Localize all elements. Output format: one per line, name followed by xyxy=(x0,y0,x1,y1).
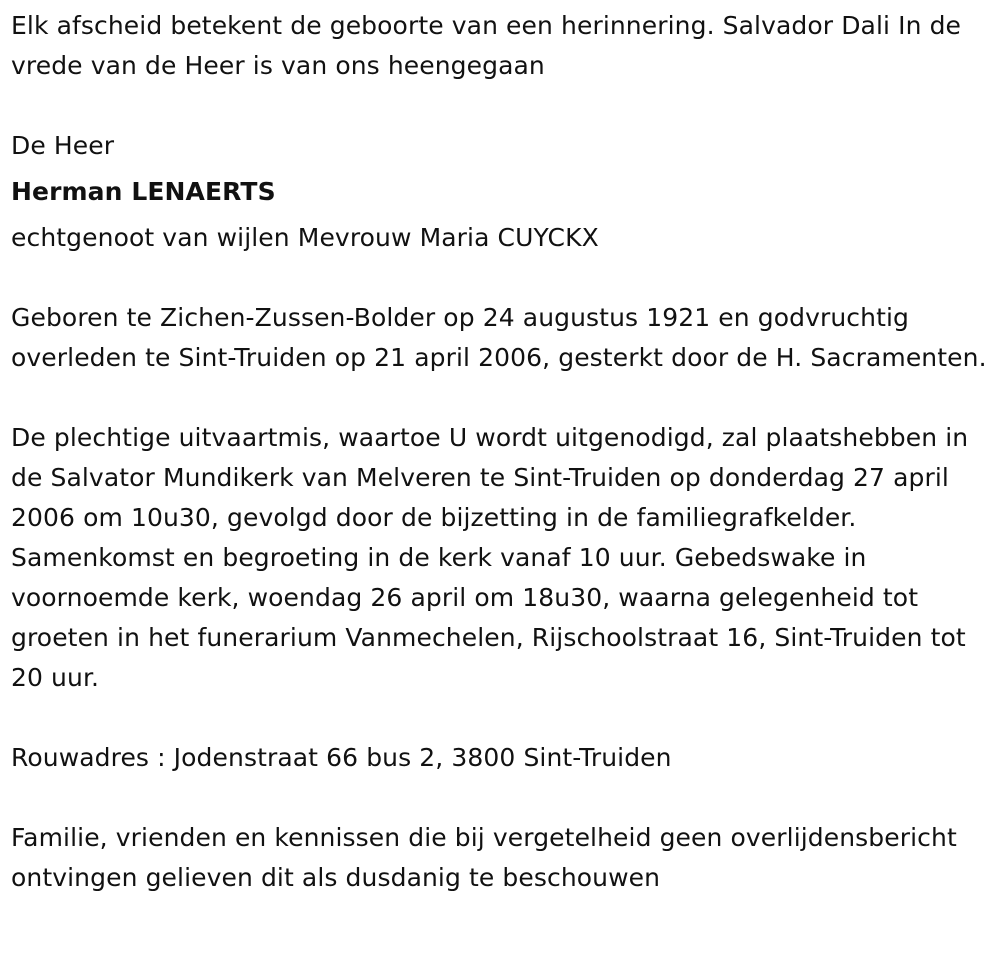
spouse-line: echtgenoot van wijlen Mevrouw Maria CUYCKX xyxy=(11,223,599,252)
mourning-address: Rouwadres : Jodenstraat 66 bus 2, 3800 Sint-Truiden xyxy=(11,743,672,772)
closing-paragraph: Familie, vrienden en kennissen die bij vergetelheid geen overlijdensbericht ontvingen gelieven dit als dusdanig te beschouwen xyxy=(11,823,957,892)
deceased-name: Herman LENAERTS xyxy=(11,177,276,206)
salutation: De Heer xyxy=(11,131,115,160)
funeral-paragraph: De plechtige uitvaartmis, waartoe U wordt uitgenodigd, zal plaatshebben in de Salvator Mundikerk van Melveren te Sint-Truiden op donderdag 27 april 2006 om 10u30, gevolgd door de bijzetting in de familiegrafkelder. Samenkomst en begroeting in de kerk vanaf 10 uur. Gebedswake in voornoemde kerk, woendag 26 april om 18u30, waarna gelegenheid tot groeten in het funerarium Vanmechelen, Rijschoolstraat 16, Sint-Truiden tot 20 uur. xyxy=(11,423,969,692)
intro-quote: Elk afscheid betekent de geboorte van een herinnering. Salvador Dali In de vrede van de Heer is van ons heengegaan xyxy=(11,11,962,80)
birth-death-paragraph: Geboren te Zichen-Zussen-Bolder op 24 augustus 1921 en godvruchtig overleden te Sint-Truiden op 21 april 2006, gesterkt door de H. Sacramenten. xyxy=(11,303,987,372)
obituary-notice xyxy=(11,6,996,898)
